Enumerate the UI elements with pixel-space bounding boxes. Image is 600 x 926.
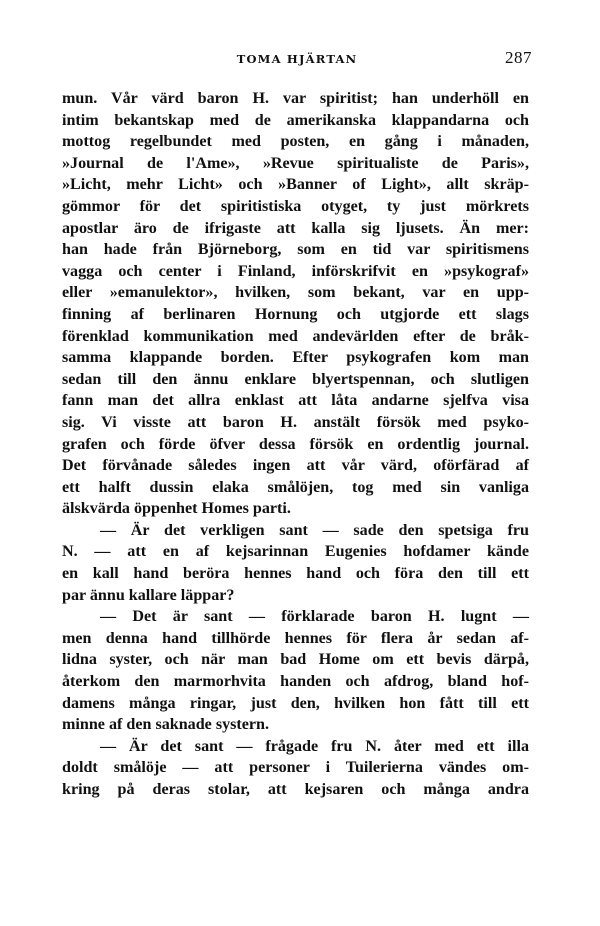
text-line: återkom den marmorhvita handen och afdrog, bland hof- [62,673,529,691]
body-text [62,88,529,801]
text-line: »Licht, mehr Licht» och »Banner of Light», allt skräp- [62,176,529,194]
running-header [62,48,532,70]
text-line: mun. Vår värd baron H. var spiritist; han underhöll en [62,90,529,107]
text-line: — Är det verkligen sant — sade den spetsiga fru [100,521,529,539]
text-line: minne af den saknade systern. [62,716,270,734]
text-line: — Är det sant — frågade fru N. åter med ett illa [100,737,529,755]
text-line: kring på deras stolar, att kejsaren och många andra [62,781,529,798]
text-line: finning af berlinaren Hornung och utgjorde ett slags [62,305,529,323]
text-line: sig. Vi visste att baron H. anstält försök med psyko- [62,413,529,431]
text-line: sedan till den ännu enklare blyertspennan, och slutligen [62,370,529,388]
running-title: TOMA HJÄRTAN [236,52,358,66]
text-line: mottog regelbundet med posten, en gång i månaden, [62,133,529,151]
text-line: en kall hand beröra hennes hand och föra den till ett [62,565,529,583]
text-line: intim bekantskap med de amerikanska klappandarna och [62,111,529,129]
text-line: apostlar äro de ifrigaste att kalla sig ljusets. Än mer: [62,219,529,237]
text-line: samma klappande borden. Efter psykografen kom man [62,349,529,367]
text-line: ett halft dussin elaka smålöjen, tog med sin vanliga [62,478,529,496]
text-line: förenklad kommunikation med andevärlden efter de bråk- [62,327,529,345]
text-line: gömmor för det spiritistiska otyget, ty just mörkrets [62,197,529,215]
text-line: älskvärda öppenhet Homes parti. [62,500,291,518]
text-line: »Journal de l'Ame», »Revue spiritualiste de Paris», [62,154,529,172]
text-line: lidna syster, och när man bad Home om ett bevis därpå, [62,651,529,669]
text-line: grafen och förde öfver dessa försök en ordentlig journal. [62,435,529,453]
text-line: vagga och center i Finland, införskrifvit en »psykograf» [62,262,529,280]
text-line: par ännu kallare läppar? [62,586,235,604]
text-line: N. — att en af kejsarinnan Eugenies hofdamer kände [62,543,529,561]
text-line: men denna hand tillhörde hennes för flera år sedan af- [62,629,529,647]
text-line: han hade från Björneborg, som en tid var spiritismens [62,241,529,259]
text-line: fann man det allra enklast att låta andarne sjelfva visa [62,392,529,410]
text-line: — Det är sant — förklarade baron H. lugnt — [100,608,529,626]
text-line: eller »emanulektor», hvilken, som bekant, var en upp- [62,284,529,302]
text-line: doldt smålöje — att personer i Tuilerierna vändes om- [62,759,529,777]
text-line: Det förvånade således ingen att vår värd, oförfärad af [62,457,529,475]
page-number: 287 [505,48,532,67]
text-line: damens många ringar, just den, hvilken hon fått till ett [62,694,529,712]
